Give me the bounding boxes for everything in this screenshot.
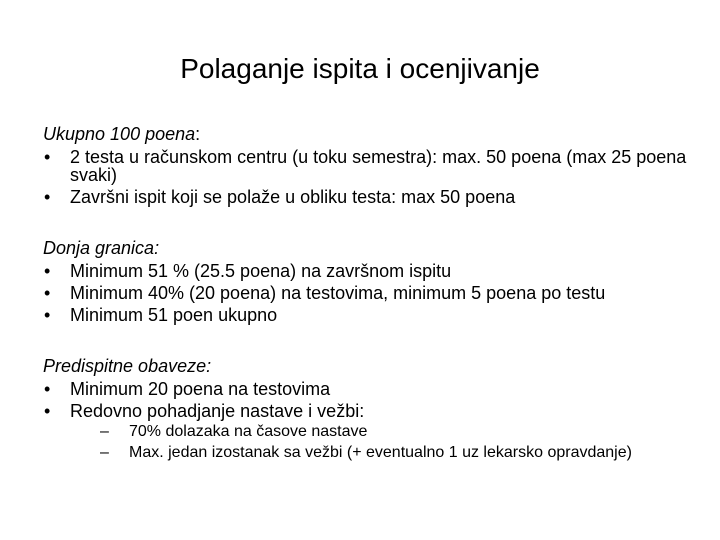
bullet-icon: • bbox=[44, 401, 51, 421]
list-item bbox=[43, 284, 693, 302]
bullet-icon: • bbox=[44, 305, 51, 325]
bullet-icon: • bbox=[44, 187, 51, 207]
slide-title: Polaganje ispita i ocenjivanje bbox=[180, 53, 540, 84]
list-item bbox=[43, 262, 693, 280]
bullet-icon: • bbox=[44, 261, 51, 281]
section-heading-text: Ukupno 100 poena bbox=[43, 124, 196, 144]
section-heading: Predispitne obaveze: bbox=[43, 356, 212, 376]
list-item bbox=[43, 306, 693, 324]
section-prerequisites bbox=[43, 356, 693, 462]
dash-icon: – bbox=[100, 423, 109, 440]
list-item-text: Redovno pohadjanje nastave i vežbi: bbox=[70, 401, 365, 421]
sub-list-item bbox=[70, 444, 693, 462]
section-heading: Donja granica: bbox=[43, 238, 160, 258]
list-item bbox=[43, 380, 693, 398]
section-total-points bbox=[43, 124, 693, 206]
bullet-list bbox=[43, 262, 693, 324]
bullet-list bbox=[43, 380, 693, 462]
list-item-text: Minimum 51 poen ukupno bbox=[70, 305, 278, 325]
section-heading bbox=[43, 124, 693, 144]
list-item bbox=[43, 402, 693, 462]
list-item-text: Minimum 51 % (25.5 poena) na završnom ispitu bbox=[70, 261, 452, 281]
bullet-icon: • bbox=[44, 379, 51, 399]
bullet-icon: • bbox=[44, 147, 51, 167]
slide-content bbox=[43, 124, 693, 466]
list-item-text: 2 testa u računskom centru (u toku semestra): max. 50 poena (max 25 poena svaki) bbox=[70, 147, 687, 185]
sub-list-item bbox=[70, 423, 693, 441]
bullet-icon: • bbox=[44, 283, 51, 303]
sub-list bbox=[70, 423, 693, 462]
section-lower-limit bbox=[43, 238, 693, 324]
bullet-list bbox=[43, 148, 693, 206]
dash-icon: – bbox=[100, 444, 109, 461]
sub-list-item-text: 70% dolazaka na časove nastave bbox=[129, 423, 368, 440]
list-item-text: Završni ispit koji se polaže u obliku testa: max 50 poena bbox=[70, 187, 516, 207]
list-item-text: Minimum 40% (20 poena) na testovima, minimum 5 poena po testu bbox=[70, 283, 606, 303]
list-item-text: Minimum 20 poena na testovima bbox=[70, 379, 331, 399]
section-heading-colon: : bbox=[195, 124, 201, 144]
list-item bbox=[43, 188, 693, 206]
list-item bbox=[43, 148, 693, 184]
sub-list-item-text: Max. jedan izostanak sa vežbi (+ eventualno 1 uz lekarsko opravdanje) bbox=[129, 444, 632, 461]
